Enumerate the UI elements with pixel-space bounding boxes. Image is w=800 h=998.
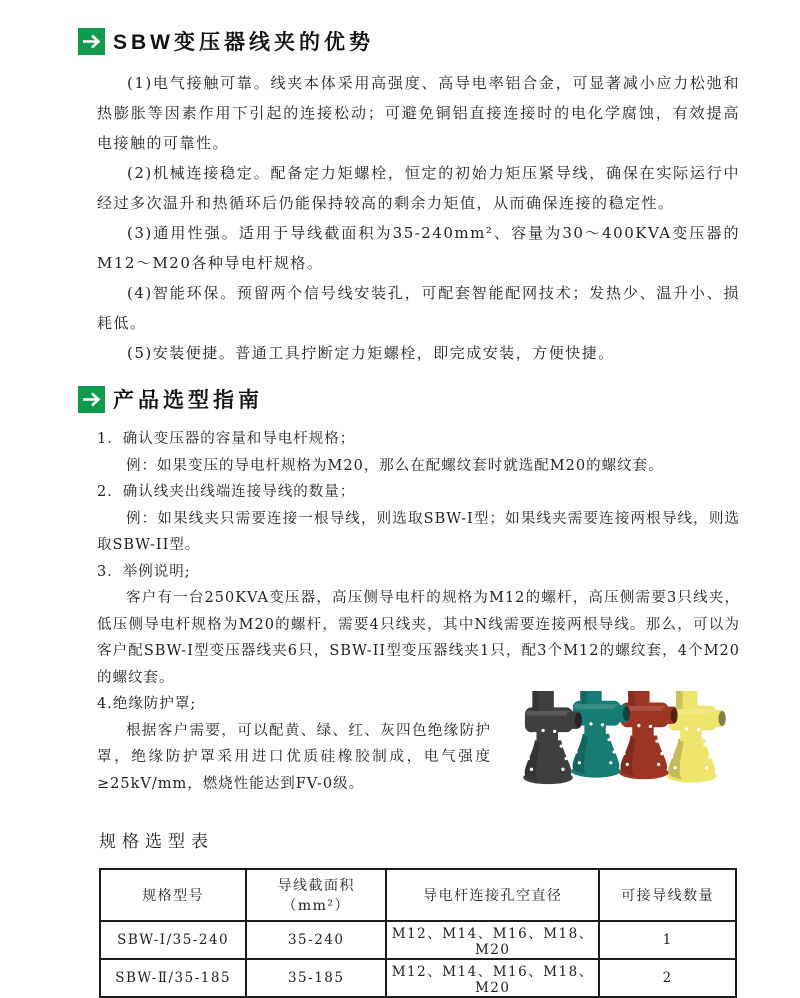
guide-step-3: 3．举例说明; — [97, 563, 191, 580]
guide-step-2: 2．确认线夹出线端连接导线的数量； — [97, 484, 356, 500]
advantage-paragraph-3: (3)通用性强。适用于导线截面积为35-240mm²、容量为30～400KVA变压器的M12～M20各种导电杆规格。 — [97, 224, 740, 272]
col-header-model: 规格型号 — [100, 869, 246, 921]
green-arrow-icon — [78, 28, 105, 55]
cell-model: SBW-Ⅰ/35-240 — [100, 921, 246, 959]
spec-table-title: 规格选型表 — [99, 832, 214, 852]
col-header-cross-section: 导线截面积（mm²） — [246, 869, 386, 921]
guide-step-4-example: 根据客户需要，可以配黄、绿、红、灰四色绝缘防护罩，绝缘防护罩采用进口优质硅橡胶制成，电气强度≥25kV/mm，燃烧性能达到FV-0级。 — [97, 722, 491, 792]
advantage-paragraph-1: (1)电气接触可靠。线夹本体采用高强度、高导电率铝合金，可显著减小应力松弛和热膨胀等因素作用下引起的连接松动；可避免铜铝直接连接时的电化学腐蚀，有效提高电接触的可靠性。 — [97, 74, 740, 152]
cell-hole-diameter: M12、M14、M16、M18、M20 — [386, 921, 599, 959]
guide-step-1-example: 例：如果变压的导电杆规格为M20，那么在配螺纹套时就选配M20的螺纹套。 — [126, 457, 664, 474]
cell-hole-diameter: M12、M14、M16、M18、M20 — [386, 959, 599, 997]
section-guide-heading — [78, 384, 740, 414]
advantage-paragraph-5: (5)安装便捷。普通工具拧断定力矩螺栓，即完成安装，方便快捷。 — [127, 344, 615, 362]
cell-cross-section: 35-240 — [246, 921, 386, 959]
cell-wire-count: 2 — [599, 959, 736, 997]
green-arrow-icon — [78, 386, 105, 413]
spec-table-header-row — [100, 869, 736, 921]
cover-yellow — [667, 691, 726, 783]
guide-step-1: 1．确认变压器的容量和导电杆规格； — [97, 431, 356, 447]
guide-step-3-example: 客户有一台250KVA变压器，高压侧导电杆的规格为M12的螺杆，高压侧需要3只线夹，低压侧导电杆规格为M20的螺杆，需要4只线夹，其中N线需要连接两根导线。那么，可以为客户配SBW-I型变压器线夹6只，SBW-II型变压器线夹1只，配3个M12的螺纹套，4个M20的螺纹套。 — [97, 590, 740, 686]
section-title-advantages: SBW变压器线夹的优势 — [113, 31, 374, 54]
cell-wire-count: 1 — [599, 921, 736, 959]
table-row — [100, 921, 736, 959]
table-row — [100, 959, 736, 997]
col-header-wire-count: 可接导线数量 — [599, 869, 736, 921]
section-advantages-heading — [78, 26, 740, 56]
guide-step-2-example: 例：如果线夹只需要连接一根导线，则选取SBW-I型；如果线夹需要连接两根导线，则选取SBW-II型。 — [97, 510, 740, 553]
guide-body — [97, 426, 740, 797]
col-header-hole-diameter: 导电杆连接孔空直径 — [386, 869, 599, 921]
insulation-covers-photo — [503, 691, 740, 785]
cell-model: SBW-Ⅱ/35-185 — [100, 959, 246, 997]
section-title-guide: 产品选型指南 — [113, 389, 263, 412]
spec-section — [97, 827, 740, 998]
cell-cross-section: 35-185 — [246, 959, 386, 997]
spec-table — [99, 868, 737, 998]
guide-step-4-block — [97, 691, 740, 797]
advantage-paragraph-2: (2)机械连接稳定。配备定力矩螺栓，恒定的初始力矩压紧导线，确保在实际运行中经过多次温升和热循环后仍能保持较高的剩余力矩值，从而确保连接的稳定性。 — [97, 164, 740, 212]
advantage-paragraph-4: (4)智能环保。预留两个信号线安装孔，可配套智能配网技术；发热少、温升小、损耗低。 — [97, 284, 740, 332]
advantages-body — [97, 68, 740, 368]
guide-step-4: 4.绝缘防护罩; — [97, 696, 197, 712]
